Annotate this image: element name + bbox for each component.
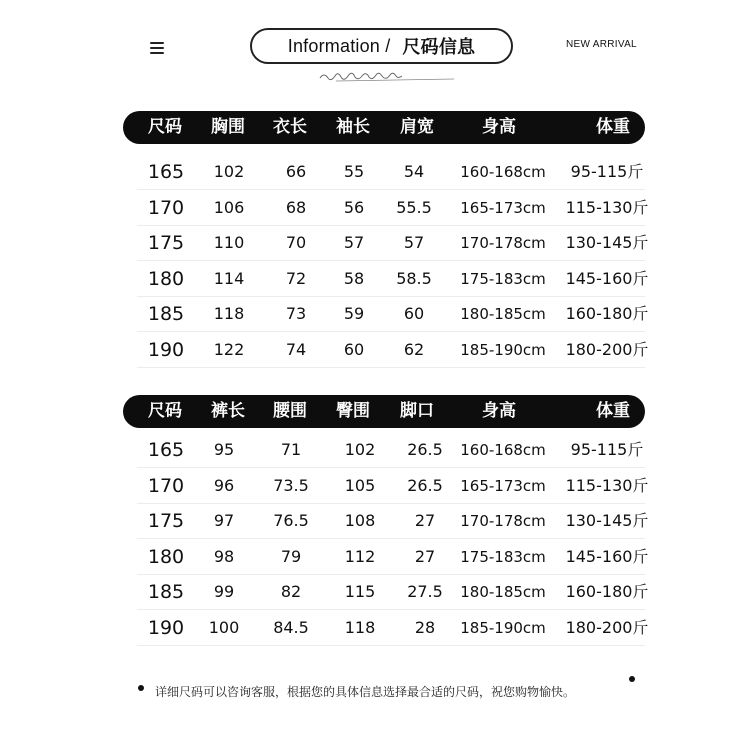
table-cell: 180-200斤 — [565, 617, 649, 637]
table-cell: 28 — [414, 617, 436, 637]
table-cell: 165 — [147, 439, 185, 461]
table-cell: 59 — [343, 304, 365, 323]
table-cell: 180 — [147, 267, 185, 290]
table-row — [137, 332, 649, 368]
table-cell: 170 — [147, 474, 185, 497]
column-header: 衣长 — [273, 117, 307, 137]
table-cell: 185-190cm — [460, 340, 546, 359]
row-divider — [137, 645, 645, 646]
table-cell: 72 — [285, 268, 307, 288]
table-cell: 100 — [208, 617, 240, 637]
table-cell: 165-173cm — [460, 476, 546, 495]
table-cell: 180-185cm — [460, 583, 546, 601]
page-title — [250, 28, 513, 64]
table-cell: 108 — [344, 511, 376, 530]
table-cell: 114 — [213, 268, 245, 288]
table-cell: 165-173cm — [460, 198, 546, 217]
table-cell: 95-115斤 — [570, 440, 644, 459]
table-cell: 60 — [403, 304, 425, 323]
table-cell: 70 — [285, 233, 307, 252]
new-arrival-label: NEW ARRIVAL — [566, 39, 637, 50]
column-header: 尺码 — [148, 401, 182, 421]
menu-icon[interactable] — [150, 42, 164, 54]
table-cell: 95-115斤 — [570, 162, 644, 181]
column-header: 体重 — [596, 117, 630, 137]
table-cell: 160-168cm — [460, 163, 546, 181]
table-cell: 73 — [285, 304, 307, 323]
table-cell: 180-185cm — [460, 305, 546, 323]
table-row — [137, 225, 649, 261]
table-cell: 115-130斤 — [565, 197, 649, 217]
title-chinese: 尺码信息 — [402, 37, 476, 58]
table-cell: 130-145斤 — [565, 511, 649, 530]
column-header: 体重 — [596, 401, 630, 421]
table-cell: 185 — [147, 303, 185, 325]
table-row — [137, 261, 649, 297]
table-row — [137, 503, 649, 539]
table-cell: 175 — [147, 232, 185, 254]
table-cell: 54 — [403, 162, 425, 181]
table-cell: 105 — [344, 475, 376, 495]
table-cell: 27 — [414, 511, 436, 530]
table-cell: 79 — [280, 546, 302, 566]
table-cell: 27.5 — [407, 582, 443, 601]
bullet-dot-right — [629, 676, 635, 682]
table-cell: 175-183cm — [460, 547, 546, 566]
column-header: 袖长 — [336, 117, 370, 137]
table-cell: 160-180斤 — [565, 582, 649, 601]
table-cell: 76.5 — [273, 511, 309, 530]
table-row — [137, 610, 649, 646]
table-row — [137, 574, 649, 610]
table-cell: 96 — [213, 475, 235, 495]
table-cell: 58 — [343, 268, 365, 288]
table-cell: 62 — [403, 339, 425, 359]
table-cell: 56 — [343, 197, 365, 217]
table-cell: 60 — [343, 339, 365, 359]
table-cell: 180-200斤 — [565, 339, 649, 359]
column-header: 身高 — [482, 117, 516, 137]
table-cell: 58.5 — [396, 268, 432, 288]
table-cell: 57 — [403, 233, 425, 252]
table-cell: 130-145斤 — [565, 233, 649, 252]
table-cell: 145-160斤 — [565, 268, 649, 288]
table-cell: 170-178cm — [460, 234, 546, 252]
table-row — [137, 296, 649, 332]
column-header: 腰围 — [273, 401, 307, 421]
table-cell: 26.5 — [407, 475, 443, 495]
table-cell: 74 — [285, 339, 307, 359]
column-header: 尺码 — [148, 117, 182, 137]
table-cell: 66 — [285, 162, 307, 181]
table-cell: 115-130斤 — [565, 475, 649, 495]
table-cell: 98 — [213, 546, 235, 566]
column-header: 胸围 — [211, 117, 245, 137]
table-cell: 71 — [280, 440, 302, 459]
table-cell: 106 — [213, 197, 245, 217]
table-cell: 97 — [213, 511, 235, 530]
table-cell: 102 — [344, 440, 376, 459]
table-cell: 170 — [147, 196, 185, 219]
title-english: Information / — [287, 35, 391, 56]
column-header: 臀围 — [336, 401, 370, 421]
table-cell: 118 — [344, 617, 376, 637]
table-cell: 27 — [414, 546, 436, 566]
table-cell: 55 — [343, 162, 365, 181]
table-cell: 190 — [147, 338, 185, 361]
table-cell: 99 — [213, 582, 235, 601]
table-row — [137, 539, 649, 575]
table-cell: 175 — [147, 510, 185, 532]
column-header: 身高 — [482, 401, 516, 421]
table-cell: 175-183cm — [460, 269, 546, 288]
table-cell: 82 — [280, 582, 302, 601]
table-cell: 84.5 — [273, 617, 309, 637]
table-cell: 115 — [344, 582, 376, 601]
table-cell: 68 — [285, 197, 307, 217]
signature-decoration-icon — [316, 66, 466, 84]
column-header: 裤长 — [211, 401, 245, 421]
table-row — [137, 154, 645, 190]
table-cell: 110 — [213, 233, 245, 252]
table-cell: 160-168cm — [460, 441, 546, 459]
column-header: 脚口 — [400, 401, 434, 421]
table-cell: 170-178cm — [460, 512, 546, 530]
bullet-dot-left — [138, 685, 144, 691]
table-cell: 160-180斤 — [565, 304, 649, 323]
footer-note: 详细尺码可以咨询客服，根据您的具体信息选择最合适的尺码，祝您购物愉快。 — [155, 685, 576, 699]
table-cell: 185 — [147, 581, 185, 603]
column-header: 肩宽 — [400, 117, 434, 137]
table-row — [137, 468, 649, 504]
table-cell: 165 — [147, 161, 185, 183]
table-cell: 112 — [344, 546, 376, 566]
row-divider — [137, 367, 645, 368]
table-row — [137, 432, 645, 468]
table-cell: 26.5 — [407, 440, 443, 459]
table-cell: 190 — [147, 616, 185, 639]
table-cell: 102 — [213, 162, 245, 181]
table-cell: 122 — [213, 339, 245, 359]
table-cell: 95 — [213, 440, 235, 459]
table-cell: 73.5 — [273, 475, 309, 495]
table-cell: 118 — [213, 304, 245, 323]
table-cell: 185-190cm — [460, 618, 546, 637]
table-row — [137, 190, 649, 226]
bottom-table-header — [123, 395, 645, 428]
table-cell: 180 — [147, 545, 185, 568]
top-table-header — [123, 111, 645, 144]
table-cell: 57 — [343, 233, 365, 252]
table-cell: 55.5 — [396, 197, 432, 217]
table-cell: 145-160斤 — [565, 546, 649, 566]
